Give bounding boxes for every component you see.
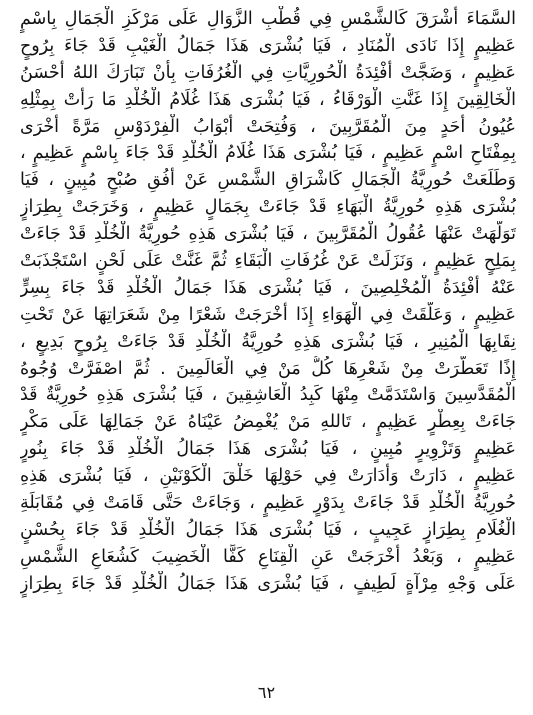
text-line: عَظِيمٍ وَتَزْوِيرٍ مُبِينٍ ، فَيَا بُشْرَى هَذَا جَمَالُ الْخُلْدِ قَدْ جَاءَ بِنُورٍ [20, 439, 516, 460]
text-line: تَوَلَّهَتْ عَنْهَا عُقُولُ الْمُقَرَّبِينَ ، فَيَا بُشْرَى هَذِهِ حُورِيَّةُ الْخُلْدِ قَدْ جَاءَتْ [20, 224, 516, 245]
text-line: بِمِفْتَاحِ اسْمٍ عَظِيمٍ ، فَيَا بُشْرَى هَذَا غُلَامُ الْخُلْدِ قَدْ جَاءَ بِاسْمٍ عَظِيمٍ ، [20, 143, 516, 164]
text-line: إِذًا تَعَطَّرَتْ مِنْ شَعْرِهَا كُلُّ مَنْ فِي الْعَالَمِينَ . ثُمَّ اصْفَرَّتْ وُجُوهُ [20, 358, 516, 379]
text-line: بِمَلِحٍ عَظِيمٍ ، وَنَزَلَتْ عَنْ غُرُفَاتِ الْبَقَاءِ ثُمَّ غَنَّتْ عَلَى لَحْنٍ اسْتَجْذَبَتْ [20, 251, 516, 272]
text-line: الْغُلَامِ بِطِرَازٍ عَجِيبٍ ، فَيَا بُشْرَى هَذَا جَمَالُ الْخُلْدِ قَدْ جَاءَ بِحُسْنٍ [20, 519, 516, 540]
text-line: عَلَى وَجْهِ مِرْآةٍ لَطِيفٍ ، فَيَا بُشْرَى هَذَا جَمَالُ الْخُلْدِ قَدْ جَاءَ بِطِرَازٍ [20, 573, 516, 594]
text-line: حُورِيَّةُ الْخُلْدِ قَدْ جَاءَتْ بِدَوْرٍ عَظِيمٍ ، وَجَاءَتْ حَتَّى قَامَتْ فِي مُقَابَلَةِ [20, 493, 516, 514]
text-line: عَنْهُ أَفْئِدَةُ الْمُخْلِصِينَ ، فَيَا بُشْرَى هَذَا جَمَالُ الْخُلْدِ قَدْ جَاءَ بِسِرٍّ [20, 277, 516, 298]
text-line: عَظِيمٍ ، وَعَلَّقَتْ فِي الْهَوَاءِ إِذَا أَخْرَجَتْ شَعْرًا مِنْ شَعَرَاتِهَا عَنْ تَحْتِ [20, 304, 516, 325]
text-line: عَظِيمٍ ، دَارَتْ وَأَدَارَتْ فِي حَوْلِهَا خَلْقَ الْكَوْنَيْنِ ، فَيَا بُشْرَى هَذِهِ [20, 466, 516, 487]
text-line: الْمُقَدَّسِينَ وَاسْتَدَمَّتْ مِنْهَا كَبِدُ الْعَاشِقِينَ ، فَيَا بُشْرَى هَذِهِ حُورِيَّةٌ قَدْ [20, 385, 516, 406]
body-text [20, 6, 516, 598]
text-line: عَظِيمٍ إِذَا نَادَى الْمُنَادِ ، فَيَا بُشْرَى هَذَا جَمَالُ الْغَيْبِ قَدْ جَاءَ بِرُوحٍ [20, 35, 516, 56]
text-line: جَاءَتْ بِعِطْرٍ عَظِيمٍ ، تَاللهِ مَنْ يُغْمِضُ عَيْنَاهُ عَنْ جَمَالِهَا عَلَى مَكْرٍ [20, 412, 516, 433]
page-number: ٦٢ [257, 683, 276, 702]
text-line: عَظِيمٍ ، وَبَعْدُ أَخْرَجَتْ عَنِ الْقِنَاعِ كَفًّا الْخَضِيبَ كَشُعَاعِ الشَّمْسِ [20, 546, 516, 567]
text-line: السَّمَاءَ أَشْرَقَ كَالشَّمْسِ فِي قُطْبِ الزَّوَالِ عَلَى مَرْكَزِ الْجَمَالِ بِاسْمٍ [20, 9, 516, 29]
text-line: وَطَلَعَتْ حُورِيَّةُ الْجَمَالِ كَاشْرَاقِ الشَّمْسِ عَنْ أُفُقِ صُبْحٍ مُبِينٍ ، فَيَا [20, 170, 516, 191]
text-line: بُشْرَى هَذِهِ حُورِيَّةُ الْبَهَاءِ قَدْ جَاءَتْ بِجَمَالٍ عَظِيمٍ ، وَخَرَجَتْ بِطِرَازٍ [20, 197, 516, 218]
text-line: عَظِيمٍ ، وَضَجَّتْ أَفْئِدَةُ الْحُورِيَّاتِ فِي الْغُرُفَاتِ بِأَنْ تَبَارَكَ اللهُ أَحْسَنُ [20, 62, 516, 83]
text-line: نِقَابِهَا الْمُنِيرِ ، فَيَا بُشْرَى هَذِهِ حُورِيَّةُ الْخُلْدِ قَدْ جَاءَتْ بِرُوحٍ بَدِيعٍ ، [20, 331, 516, 352]
text-line: عُيُونُ أَحَدٍ مِنَ الْمُقَرَّبِينَ ، وَفُتِحَتْ أَبْوَابُ الْفِرْدَوْسِ مَرَّةً أُخْرَى [20, 116, 516, 137]
text-line: الْخَالِقِينَ إِذَا غَنَّتِ الْوَرْقَاءُ ، فَيَا بُشْرَى هَذَا غُلَامُ الْخُلْدِ مَا رَأَتْ بِمِثْلِهِ [20, 89, 516, 110]
